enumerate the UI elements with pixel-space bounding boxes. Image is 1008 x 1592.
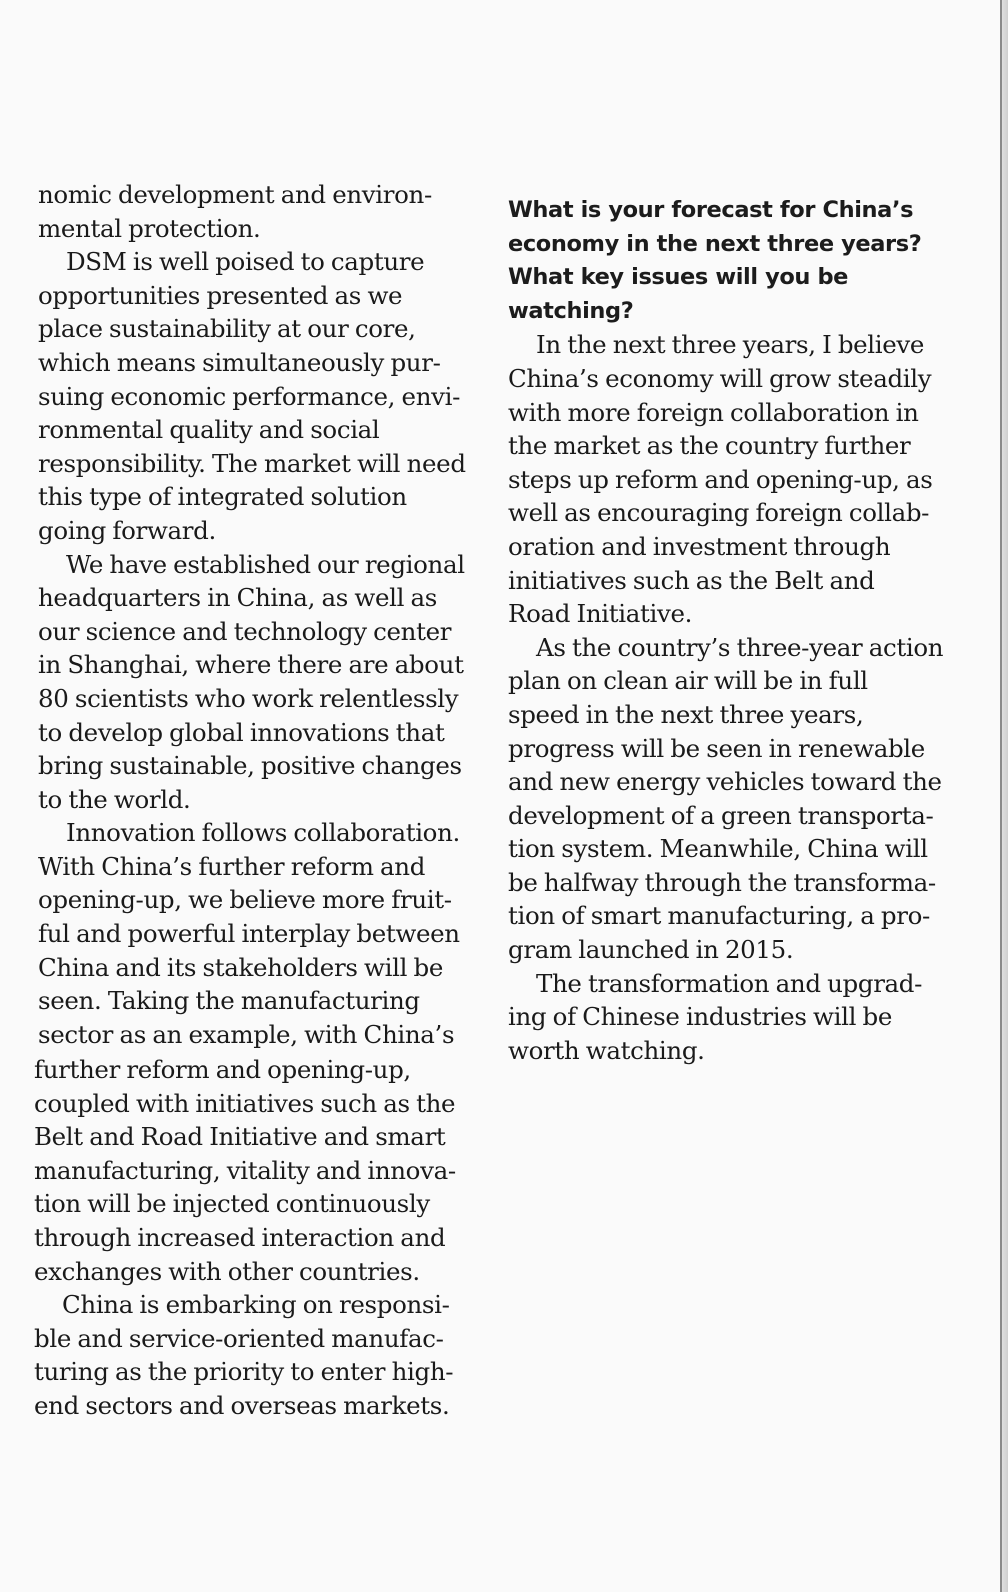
text-line: progress will be seen in renewable bbox=[508, 733, 925, 763]
text-line: which means simultaneously pur- bbox=[38, 347, 441, 377]
text-line: with more foreign collaboration in bbox=[508, 397, 919, 427]
question-line: economy in the next three years? bbox=[508, 230, 922, 257]
question-line: What key issues will you be bbox=[508, 264, 849, 291]
text-line: to develop global innovations that bbox=[38, 717, 445, 747]
text-line: plan on clean air will be in full bbox=[508, 666, 868, 696]
text-line: in Shanghai, where there are about bbox=[38, 650, 464, 680]
text-line: turing as the priority to enter high- bbox=[34, 1357, 454, 1387]
text-line: place sustainability at our core, bbox=[38, 314, 416, 344]
text-line: ble and service-oriented manufac- bbox=[34, 1323, 444, 1353]
text-line: ing of Chinese industries will be bbox=[508, 1002, 892, 1032]
text-line: The transformation and upgrad- bbox=[536, 968, 923, 998]
text-line: the market as the country further bbox=[508, 431, 911, 461]
left-column-bottom bbox=[34, 1053, 484, 1423]
text-line: our science and technology center bbox=[38, 616, 452, 646]
text-line: mental protection. bbox=[38, 213, 261, 243]
text-line: tion system. Meanwhile, China will bbox=[508, 834, 928, 864]
text-line: bring sustainable, positive changes bbox=[38, 751, 462, 781]
text-line: well as encouraging foreign collab- bbox=[508, 498, 930, 528]
text-line: tion of smart manufacturing, a pro- bbox=[508, 901, 930, 931]
text-line: China is embarking on responsi- bbox=[62, 1290, 450, 1320]
text-line: gram launched in 2015. bbox=[508, 935, 794, 965]
text-line: China and its stakeholders will be bbox=[38, 952, 443, 982]
page-edge bbox=[1000, 0, 1008, 1592]
text-line: initiatives such as the Belt and bbox=[508, 565, 875, 595]
text-line: DSM is well poised to capture bbox=[66, 247, 425, 277]
text-line: Road Initiative. bbox=[508, 599, 693, 629]
question-line: What is your forecast for China’s bbox=[508, 197, 914, 223]
right-column bbox=[508, 194, 958, 1067]
text-line: development of a green transporta- bbox=[508, 800, 934, 830]
text-line: sector as an example, with China’s bbox=[38, 1019, 455, 1049]
text-line: coupled with initiatives such as the bbox=[34, 1088, 456, 1118]
text-line: to the world. bbox=[38, 784, 191, 814]
text-line: worth watching. bbox=[508, 1035, 705, 1065]
text-line: be halfway through the transforma- bbox=[508, 867, 936, 897]
text-line: As the country’s three-year action bbox=[536, 632, 944, 662]
text-line: tion will be injected continuously bbox=[34, 1189, 430, 1219]
text-line: speed in the next three years, bbox=[508, 699, 864, 729]
text-line: responsibility. The market will need bbox=[38, 448, 466, 478]
text-line: 80 scientists who work relentlessly bbox=[38, 683, 459, 713]
text-line: exchanges with other countries. bbox=[34, 1256, 420, 1286]
answer-text bbox=[508, 328, 958, 1067]
text-line: opportunities presented as we bbox=[38, 280, 403, 310]
text-line: this type of integrated solution bbox=[38, 482, 407, 512]
interview-question bbox=[508, 194, 958, 328]
text-line: manufacturing, vitality and innova- bbox=[34, 1155, 456, 1185]
text-line: steps up reform and opening-up, as bbox=[508, 464, 933, 494]
text-line: ronmental quality and social bbox=[38, 415, 380, 445]
text-line: Belt and Road Initiative and smart bbox=[34, 1122, 446, 1152]
text-line: ful and powerful interplay between bbox=[38, 919, 460, 949]
text-line: Innovation follows collaboration. bbox=[66, 818, 460, 848]
text-line: further reform and opening-up, bbox=[34, 1055, 411, 1084]
text-line: We have established our regional bbox=[66, 549, 465, 579]
text-line: through increased interaction and bbox=[34, 1222, 446, 1252]
text-line: With China’s further reform and bbox=[38, 851, 426, 881]
question-line: watching? bbox=[508, 297, 634, 324]
text-line: opening-up, we believe more fruit- bbox=[38, 885, 452, 915]
text-line: China’s economy will grow steadily bbox=[508, 363, 932, 393]
text-line: headquarters in China, as well as bbox=[38, 583, 438, 613]
left-column-top bbox=[38, 178, 488, 1051]
text-line: end sectors and overseas markets. bbox=[34, 1390, 450, 1420]
text-line: seen. Taking the manufacturing bbox=[38, 986, 420, 1016]
text-line: and new energy vehicles toward the bbox=[508, 767, 942, 797]
text-line: suing economic performance, envi- bbox=[38, 381, 461, 411]
text-line: nomic development and environ- bbox=[38, 180, 432, 209]
text-line: going forward. bbox=[38, 515, 216, 545]
text-line: In the next three years, I believe bbox=[536, 330, 925, 360]
text-line: oration and investment through bbox=[508, 531, 891, 561]
